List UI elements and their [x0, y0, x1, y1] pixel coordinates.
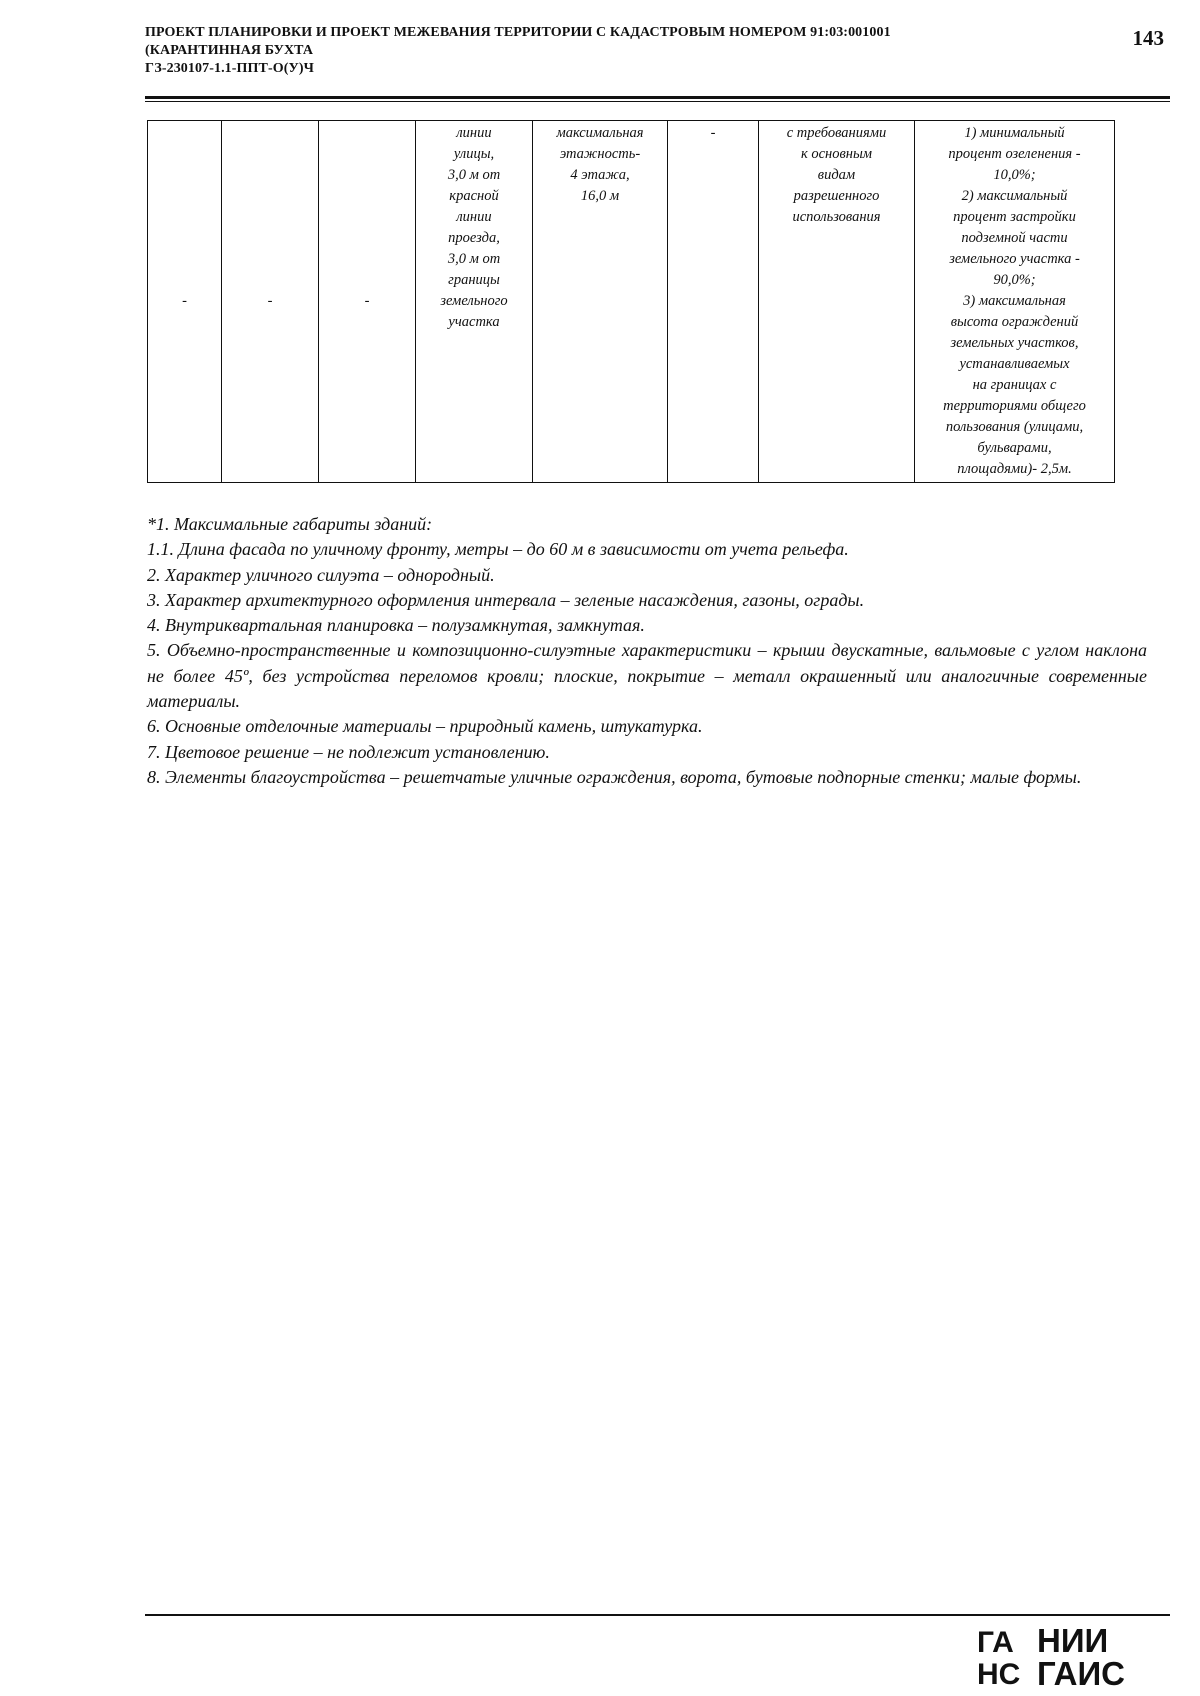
- header-divider: [145, 96, 1170, 99]
- note-item: 6. Основные отделочные материалы – природный камень, штукатурка.: [147, 716, 703, 737]
- note-item: 5. Объемно-пространственные и композиционно-силуэтные характеристики – крыши двускатные, вальмовые с углом наклона не более 45º, без устройства переломов кровли; плоские, покрытие – металл окрашенный или аналогичные современные материалы.: [147, 640, 1147, 712]
- header-title-line-1: ПРОЕКТ ПЛАНИРОВКИ И ПРОЕКТ МЕЖЕВАНИЯ ТЕРРИТОРИИ С КАДАСТРОВЫМ НОМЕРОМ 91:03:001001: [145, 25, 891, 40]
- note-heading: *1. Максимальные габариты зданий:: [147, 514, 433, 534]
- header-title-line-2: (КАРАНТИННАЯ БУХТА: [145, 43, 314, 58]
- table-row: [148, 121, 1115, 483]
- logo-word-top: НИИ: [1037, 1622, 1109, 1659]
- logo-word-bottom: ГАИС: [1037, 1655, 1126, 1688]
- table-cell-6: -: [668, 121, 759, 483]
- page-number: 143: [1132, 26, 1164, 50]
- table-cell-max-floors: максимальная этажность- 4 этажа, 16,0 м: [533, 121, 668, 483]
- header-code-line: ГЗ-230107-1.1-ППТ-О(У)Ч: [145, 61, 314, 76]
- logo-mark-bottom: НС: [977, 1658, 1021, 1688]
- table-cell-parameters: 1) минимальный процент озеленения - 10,0%; 2) максимальный процент застройки подземной части земельного участка - 90,0%; 3) максимальная высота ограждений земельных участков, устанавливаемых на границах с территориями общего пользования (улицами, бульварами, площадями)- 2,5м.: [915, 121, 1115, 483]
- document-header: [145, 24, 1065, 78]
- note-item: 4. Внутриквартальная планировка – полузамкнутая, замкнутая.: [147, 615, 645, 636]
- table-cell-1: -: [148, 121, 222, 483]
- table-cell-3: -: [319, 121, 416, 483]
- note-item: 3. Характер архитектурного оформления интервала – зеленые насаждения, газоны, ограды.: [147, 589, 865, 610]
- note-item: 7. Цветовое решение – не подлежит установлению.: [147, 741, 550, 762]
- building-notes: [147, 512, 1147, 790]
- niigais-logo: [975, 1622, 1171, 1688]
- footer-divider: [145, 1614, 1170, 1616]
- logo-mark-top: ГА: [977, 1626, 1014, 1659]
- note-item: 1.1. Длина фасада по уличному фронту, метры – до 60 м в зависимости от учета рельефа.: [147, 539, 849, 560]
- header-divider-thin: [145, 101, 1170, 102]
- note-item: 2. Характер уличного силуэта – однородный.: [147, 564, 495, 585]
- table-cell-setbacks: линии улицы, 3,0 м от красной линии проезда, 3,0 м от границы земельного участка: [416, 121, 533, 483]
- table-cell-2: -: [222, 121, 319, 483]
- table-cell-requirements: с требованиями к основным видам разрешенного использования: [759, 121, 915, 483]
- note-item: 8. Элементы благоустройства – решетчатые уличные ограждения, ворота, бутовые подпорные стенки; малые формы.: [147, 766, 1082, 787]
- regulations-table: [147, 120, 1115, 483]
